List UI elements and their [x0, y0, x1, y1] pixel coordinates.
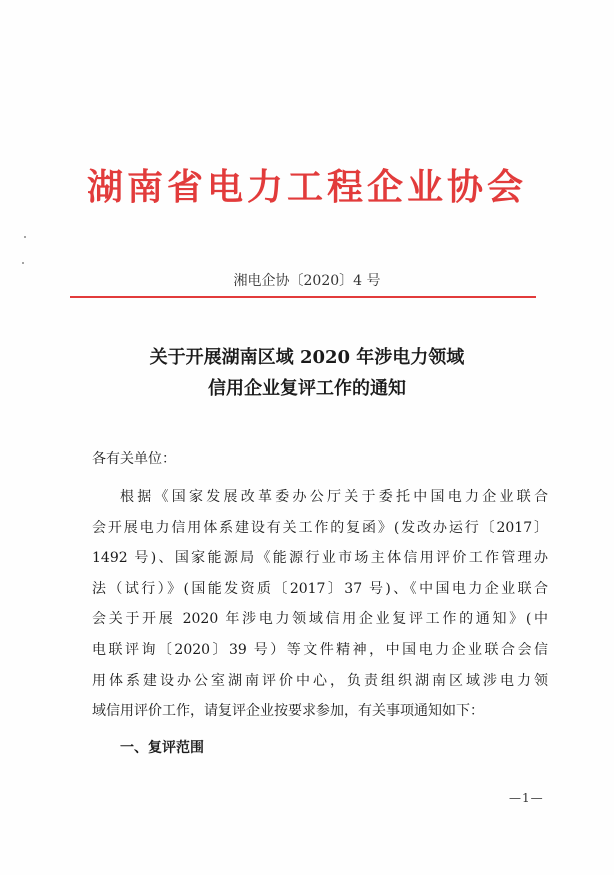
salutation: 各有关单位： [92, 451, 176, 467]
red-divider-line [70, 296, 536, 298]
organization-title: 湖南省电力工程企业协会 [86, 167, 527, 208]
document-number: 湘电企协〔2020〕4 号 [233, 273, 381, 289]
paragraph-line: 会开展电力信用体系建设有关工作的复函》(发改办运行〔2017〕 [92, 519, 548, 536]
scan-speck [22, 262, 24, 264]
notice-title [0, 342, 614, 404]
notice-title-line-1: 关于开展湖南区域 2020 年涉电力领域 [149, 347, 465, 368]
paragraph-line: 域信用评价工作，请复评企业按要求参加，有关事项通知如下： [92, 703, 484, 720]
body-paragraph [92, 482, 548, 727]
paragraph-line: 会关于开展 2020 年涉电力领域信用企业复评工作的通知》(中 [92, 611, 548, 628]
paragraph-line: 用体系建设办公室湖南评价中心，负责组织湖南区域涉电力领 [92, 672, 548, 689]
paragraph-line: 根据《国家发展改革委办公厅关于委托中国电力企业联合 [120, 489, 548, 505]
section-heading: 一、复评范围 [120, 740, 204, 756]
page-number: —1— [509, 791, 544, 805]
scan-speck [24, 236, 26, 238]
paragraph-line: 1492 号)、国家能源局《能源行业市场主体信用评价工作管理办 [92, 550, 548, 567]
notice-title-line-2: 信用企业复评工作的通知 [208, 378, 406, 399]
paragraph-line: 电联评询〔2020〕39 号）等文件精神，中国电力企业联合会信 [92, 641, 548, 658]
paragraph-line: 法（试行）》(国能发资质〔2017〕37 号)、《中国电力企业联合 [92, 580, 548, 597]
